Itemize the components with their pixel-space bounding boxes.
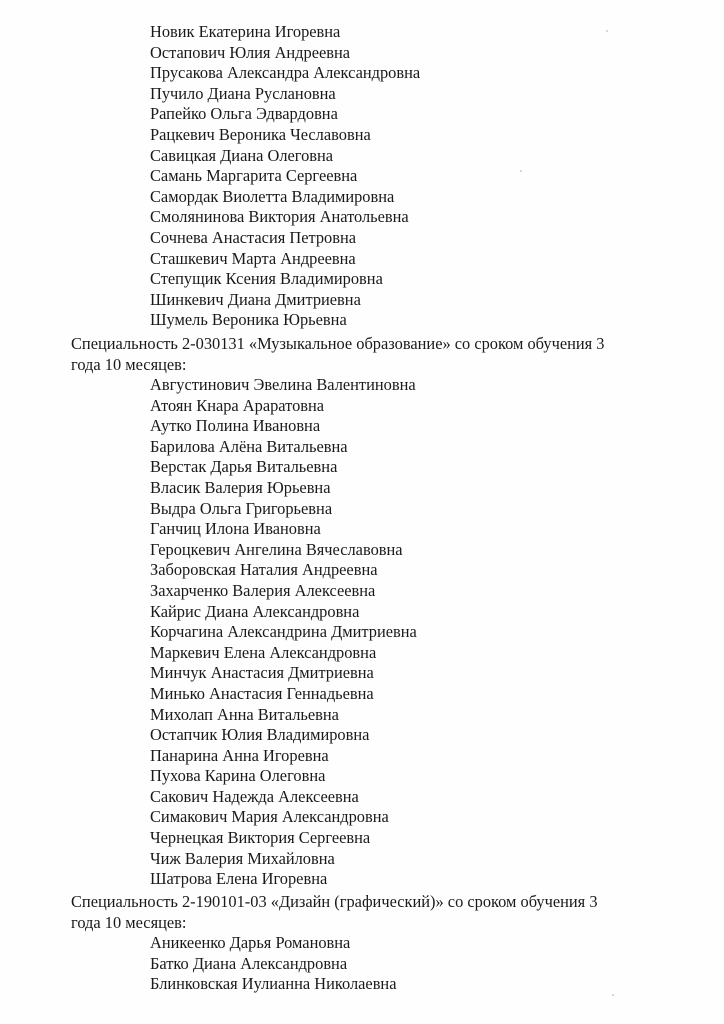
specialty-heading-line: Специальность 2-030131 «Музыкальное образование» со сроком обучения 3 xyxy=(71,334,605,353)
list-item: Аутко Полина Ивановна xyxy=(150,416,321,436)
list-item: Героцкевич Ангелина Вячеславовна xyxy=(150,539,403,559)
list-item: Шинкевич Диана Дмитриевна xyxy=(150,289,361,309)
list-item: Барилова Алёна Витальевна xyxy=(150,436,348,456)
specialty-heading-music xyxy=(71,334,661,375)
list-item: Новик Екатерина Игоревна xyxy=(150,22,341,41)
list-item: Выдра Ольга Григорьевна xyxy=(150,498,333,518)
list-item: Минько Анастасия Геннадьевна xyxy=(150,683,374,703)
list-item: Пучило Диана Руслановна xyxy=(150,83,336,103)
scan-speck xyxy=(612,994,614,996)
list-item: Блинковская Иулианна Николаевна xyxy=(150,974,397,994)
list-item: Верстак Дарья Витальевна xyxy=(150,457,338,477)
student-list-3 xyxy=(150,933,396,995)
list-item: Панарина Анна Игоревна xyxy=(150,745,329,765)
list-item: Августинович Эвелина Валентиновна xyxy=(150,375,416,394)
list-item: Чернецкая Виктория Сергеевна xyxy=(150,828,371,848)
list-item: Чиж Валерия Михайловна xyxy=(150,848,335,868)
list-item: Маркевич Елена Александровна xyxy=(150,642,377,662)
list-item: Савицкая Диана Олеговна xyxy=(150,145,334,165)
list-item: Кайрис Диана Александровна xyxy=(150,601,360,621)
list-item: Минчук Анастасия Дмитриевна xyxy=(150,663,374,683)
list-item: Остапчик Юлия Владимировна xyxy=(150,725,370,745)
list-item: Симакович Мария Александровна xyxy=(150,807,389,827)
list-item: Прусакова Александра Александровна xyxy=(150,63,421,83)
list-item: Ганчиц Илона Ивановна xyxy=(150,519,321,539)
list-item: Захарченко Валерия Алексеевна xyxy=(150,580,376,600)
scan-speck xyxy=(520,170,522,172)
list-item: Шумель Вероника Юрьевна xyxy=(150,310,347,330)
list-item: Остапович Юлия Андреевна xyxy=(150,42,351,62)
list-item: Корчагина Александрина Дмитриевна xyxy=(150,622,417,642)
list-item: Атоян Кнара Араратовна xyxy=(150,395,325,415)
list-item: Шатрова Елена Игоревна xyxy=(150,869,328,889)
list-item: Сочнева Анастасия Петровна xyxy=(150,227,357,247)
student-list-1 xyxy=(150,22,420,331)
list-item: Самань Маргарита Сергеевна xyxy=(150,166,358,186)
specialty-heading-design xyxy=(71,892,661,933)
list-item: Сташкевич Марта Андреевна xyxy=(150,248,356,268)
list-item: Власик Валерия Юрьевна xyxy=(150,477,331,497)
list-item: Степущик Ксения Владимировна xyxy=(150,269,383,289)
list-item: Рапейко Ольга Эдвардовна xyxy=(150,104,338,124)
specialty-heading-line: года 10 месяцев: xyxy=(71,354,187,374)
list-item: Батко Диана Александровна xyxy=(150,953,348,973)
scan-speck xyxy=(606,30,608,32)
list-item: Заборовская Наталия Андреевна xyxy=(150,560,378,580)
list-item: Сакович Надежда Алексеевна xyxy=(150,786,359,806)
list-item: Пухова Карина Олеговна xyxy=(150,766,326,786)
specialty-heading-line: Специальность 2-190101-03 «Дизайн (графический)» со сроком обучения 3 xyxy=(71,892,598,911)
list-item: Рацкевич Вероника Чеславовна xyxy=(150,124,371,144)
list-item: Самордак Виолетта Владимировна xyxy=(150,186,395,206)
list-item: Аникеенко Дарья Романовна xyxy=(150,933,351,952)
specialty-heading-line: года 10 месяцев: xyxy=(71,912,187,932)
list-item: Смолянинова Виктория Анатольевна xyxy=(150,207,409,227)
list-item: Михолап Анна Витальевна xyxy=(150,704,339,724)
student-list-2 xyxy=(150,375,417,890)
